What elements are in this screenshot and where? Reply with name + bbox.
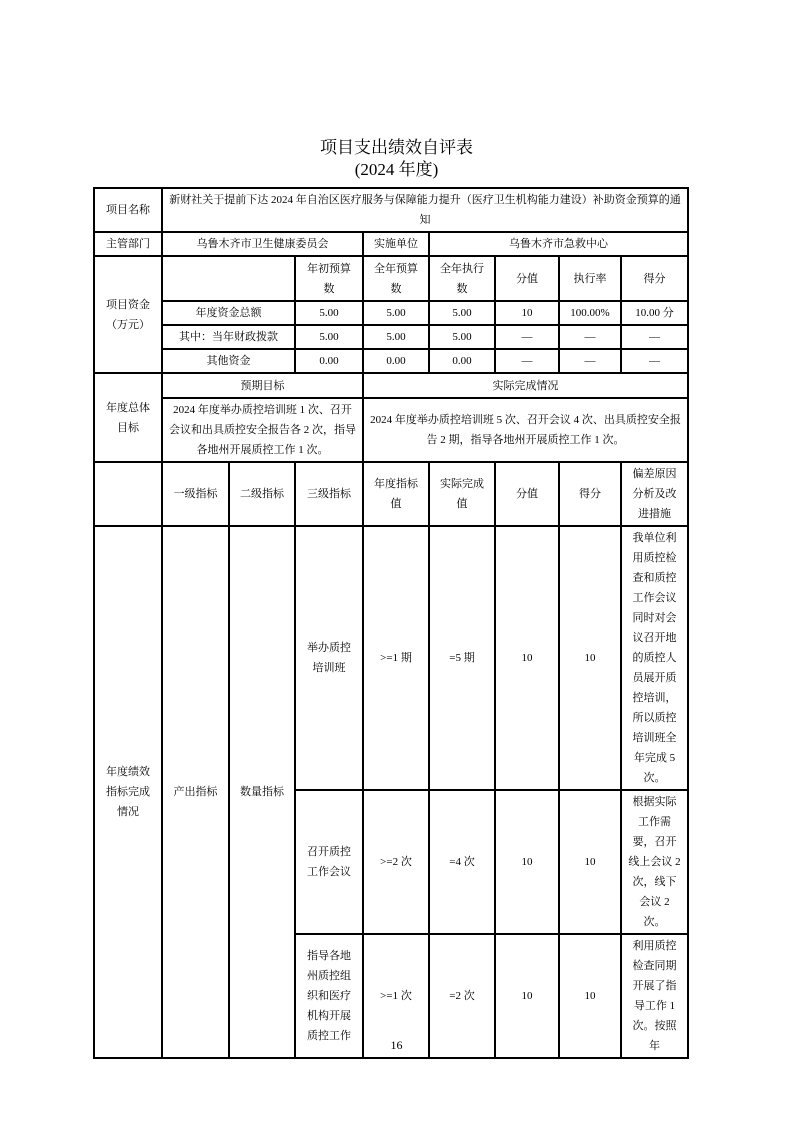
table-row (94, 256, 688, 301)
performance-evaluation-table (93, 187, 689, 1059)
actual-completion-text: 2024 年度举办质控培训班 5 次、召开会议 4 次、出具质控安全报告 2 期，指导各地州开展质控工作 1 次。 (363, 398, 688, 462)
fund-value-cell: 5.00 (429, 301, 495, 325)
fund-row-label: 年度资金总额 (162, 301, 295, 325)
page-title: 项目支出绩效自评表 (320, 138, 473, 157)
indicator-actual-cell: =4 次 (429, 790, 495, 934)
table-row (94, 325, 688, 349)
indicators-section-label: 年度绩效指标完成情况 (94, 526, 162, 1058)
indicator-target-cell: >=2 次 (363, 790, 429, 934)
dept-label: 主管部门 (94, 232, 162, 256)
fund-value-cell: — (559, 325, 621, 349)
fund-value-cell: — (495, 325, 559, 349)
fund-row-label: 其中：当年财政拨款 (162, 325, 295, 349)
funds-header-score-total: 分值 (495, 256, 559, 301)
fund-value-cell: 0.00 (295, 349, 363, 373)
empty-cell (94, 462, 162, 526)
impl-unit-label: 实施单位 (363, 232, 429, 256)
indicator-deviation-cell: 利用质控检查同期开展了指导工作 1 次。按照年 (621, 934, 688, 1058)
indicator-header-score: 得分 (559, 462, 621, 526)
indicator-name-cell: 举办质控培训班 (295, 526, 363, 790)
indicator-header-level3: 三级指标 (295, 462, 363, 526)
indicator-score-total-cell: 10 (495, 934, 559, 1058)
funds-header-annual-executed: 全年执行数 (429, 256, 495, 301)
indicator-score-total-cell: 10 (495, 790, 559, 934)
project-name-value: 新财社关于提前下达 2024 年自治区医疗服务与保障能力提升（医疗卫生机构能力建设）补助资金预算的通知 (162, 188, 688, 232)
indicator-score-cell: 10 (559, 934, 621, 1058)
fund-value-cell: 5.00 (429, 325, 495, 349)
document-title-block (0, 136, 793, 181)
funds-header-score: 得分 (621, 256, 688, 301)
indicator-score-total-cell: 10 (495, 526, 559, 790)
table-row (94, 373, 688, 398)
indicator-deviation-cell: 我单位利用质控检查和质控工作会议同时对会议召开地的质控人员展开质控培训，所以质控培训班全年完成 5 次。 (621, 526, 688, 790)
fund-value-cell: — (621, 349, 688, 373)
fund-value-cell: 10 (495, 301, 559, 325)
table-row (94, 188, 688, 232)
indicator-score-cell: 10 (559, 790, 621, 934)
fund-value-cell: 5.00 (295, 325, 363, 349)
indicator-header-level2: 二级指标 (229, 462, 295, 526)
fund-value-cell: 0.00 (363, 349, 429, 373)
fund-value-cell: 10.00 分 (621, 301, 688, 325)
indicator-name-cell: 指导各地州质控组织和医疗机构开展质控工作 (295, 934, 363, 1058)
fund-value-cell: 5.00 (363, 301, 429, 325)
impl-unit-value: 乌鲁木齐市急救中心 (429, 232, 688, 256)
table-row (94, 462, 688, 526)
funds-section-label: 项目资金（万元） (94, 256, 162, 373)
fund-row-label: 其他资金 (162, 349, 295, 373)
indicator-header-score-total: 分值 (495, 462, 559, 526)
annual-goal-section-label: 年度总体目标 (94, 373, 162, 462)
funds-header-initial-budget: 年初预算数 (295, 256, 363, 301)
indicator-actual-cell: =5 期 (429, 526, 495, 790)
actual-completion-header: 实际完成情况 (363, 373, 688, 398)
table-row (94, 301, 688, 325)
project-name-label: 项目名称 (94, 188, 162, 232)
indicator-header-target: 年度指标值 (363, 462, 429, 526)
level2-indicator-cell: 数量指标 (229, 526, 295, 1058)
table-row (94, 398, 688, 462)
level1-indicator-cell: 产出指标 (162, 526, 229, 1058)
fund-value-cell: 5.00 (295, 301, 363, 325)
indicator-deviation-cell: 根据实际工作需要，召开线上会议 2 次，线下会议 2 次。 (621, 790, 688, 934)
fund-value-cell: — (559, 349, 621, 373)
table-row (94, 526, 688, 790)
fund-value-cell: 0.00 (429, 349, 495, 373)
table-row (94, 349, 688, 373)
indicator-target-cell: >=1 次 (363, 934, 429, 1058)
expected-goal-header: 预期目标 (162, 373, 363, 398)
funds-header-annual-budget: 全年预算数 (363, 256, 429, 301)
expected-goal-text: 2024 年度举办质控培训班 1 次、召开会议和出具质控安全报告各 2 次，指导各地州开展质控工作 1 次。 (162, 398, 363, 462)
indicator-target-cell: >=1 期 (363, 526, 429, 790)
empty-cell (162, 256, 295, 301)
indicator-name-cell: 召开质控工作会议 (295, 790, 363, 934)
indicator-header-actual: 实际完成值 (429, 462, 495, 526)
fund-value-cell: 5.00 (363, 325, 429, 349)
indicator-score-cell: 10 (559, 526, 621, 790)
fund-value-cell: — (495, 349, 559, 373)
fund-value-cell: — (621, 325, 688, 349)
page-number: 16 (390, 1038, 403, 1052)
funds-header-execution-rate: 执行率 (559, 256, 621, 301)
indicator-header-level1: 一级指标 (162, 462, 229, 526)
table-row (94, 232, 688, 256)
fund-value-cell: 100.00% (559, 301, 621, 325)
indicator-actual-cell: =2 次 (429, 934, 495, 1058)
indicator-header-deviation: 偏差原因分析及改进措施 (621, 462, 688, 526)
page-subtitle: (2024 年度) (354, 160, 439, 179)
dept-value: 乌鲁木齐市卫生健康委员会 (162, 232, 363, 256)
